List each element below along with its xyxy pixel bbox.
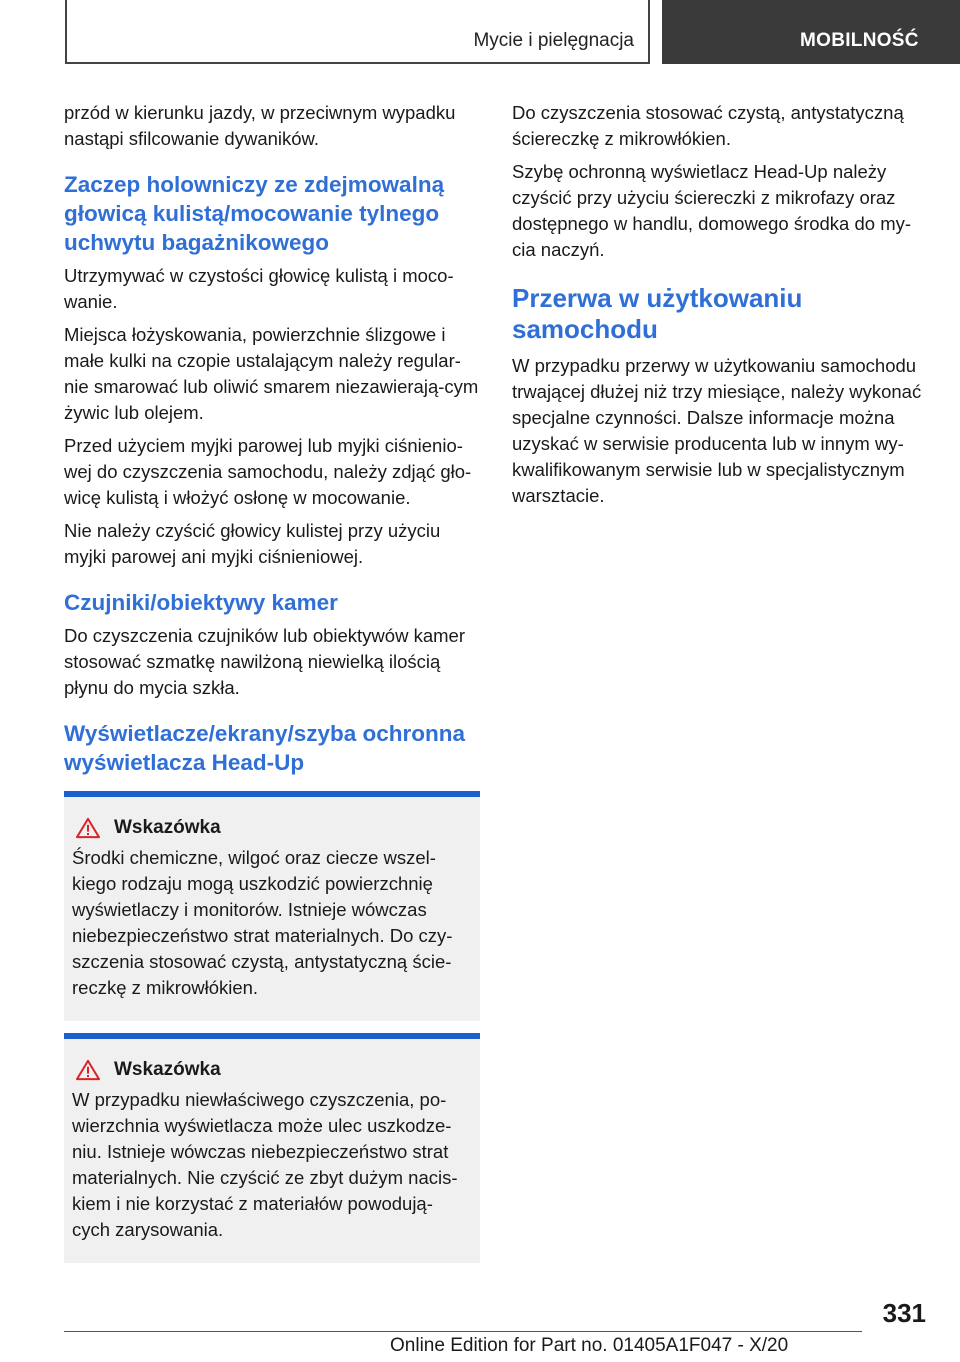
warning-triangle-icon [74, 1059, 102, 1081]
heading-displays: Wyświetlacze/ekrany/szyba ochronna wyświetlacza Head-Up [64, 721, 466, 775]
notice-box [64, 791, 480, 1021]
edition-note: Online Edition for Part no. 01405A1F047 - X/20 [390, 1335, 789, 1356]
paragraph: przód w kierunku jazdy, w przeciwnym wypadku nastąpi sfilcowanie dywaników. [64, 102, 456, 149]
heading-tow-hitch: Zaczep holowniczy ze zdejmowalną głowicą kulistą/mocowanie tylnego uchwytu bagażnikowego [64, 172, 445, 255]
chapter-tab [662, 0, 960, 64]
paragraph: Utrzymywać w czystości głowicę kulistą i moco-wanie. [64, 265, 454, 312]
notice-title-row [72, 1059, 470, 1081]
warning-triangle-icon [74, 817, 102, 839]
notice-text: Środki chemiczne, wilgoć oraz ciecze wszel-kiego rodzaju mogą uszkodzić powierzchnię wyświetlaczy i monitorów. Istnieje wówczas niebezpieczeństwo strat materialnych. Do czy-szczenia stosować czystą, antystatyczną ście-reczkę z mikrowłókien. [72, 847, 453, 998]
right-column [512, 100, 928, 516]
heading-sensors-cameras: Czujniki/obiektywy kamer [64, 590, 338, 615]
page-header [0, 0, 960, 66]
chapter-title: MOBILNOŚĆ [800, 30, 919, 51]
notice-box [64, 1033, 480, 1263]
footer-divider [64, 1331, 862, 1332]
paragraph: W przypadku przerwy w użytkowaniu samochodu trwającej dłużej niż trzy miesiące, należy wykonać specjalne czynności. Dalsze informacje można uzyskać w serwisie producenta lub w innym wy-kwalifikowanym serwisie lub w specjalistycznym warsztacie. [512, 355, 922, 506]
paragraph: Do czyszczenia czujników lub obiektywów kamer stosować szmatkę nawilżoną niewielką ilością płynu do mycia szkła. [64, 625, 465, 698]
paragraph: Przed użyciem myjki parowej lub myjki ciśnienio-wej do czyszczenia samochodu, należy zdjąć gło-wicę kulistą i włożyć osłonę w mocowanie. [64, 435, 472, 508]
paragraph: Do czyszczenia stosować czystą, antystatyczną ściereczkę z mikrowłókien. [512, 102, 904, 149]
paragraph: Nie należy czyścić głowicy kulistej przy użyciu myjki parowej ani myjki ciśnieniowej. [64, 520, 441, 567]
paragraph: Szybę ochronną wyświetlacz Head-Up należy czyścić przy użyciu ściereczki z mikrofazy oraz dostępnego w handlu, domowego środka do my-cia naczyń. [512, 161, 912, 260]
notice-title: Wskazówka [114, 817, 221, 838]
section-header-box [65, 0, 650, 64]
paragraph: Miejsca łożyskowania, powierzchnie ślizgowe i małe kulki na czopie ustalającym należy regular-nie smarować lub oliwić smarem niezawierają-cym żywic lub olejem. [64, 324, 479, 423]
notice-title: Wskazówka [114, 1059, 221, 1080]
left-column [64, 100, 480, 1263]
section-title: Mycie i pielęgnacja [473, 30, 634, 51]
page-number: 331 [882, 1298, 926, 1328]
notice-text: W przypadku niewłaściwego czyszczenia, po-wierzchnia wyświetlacza może ulec uszkodze-niu. Istnieje wówczas niebezpieczeństwo strat materialnych. Nie czyścić ze zbyt dużym nacis-kiem i nie korzystać z materiałów powodują-cych zarysowania. [72, 1089, 458, 1240]
notice-title-row [72, 817, 470, 839]
heading-vehicle-storage: Przerwa w użytkowaniu samochodu [512, 283, 803, 344]
